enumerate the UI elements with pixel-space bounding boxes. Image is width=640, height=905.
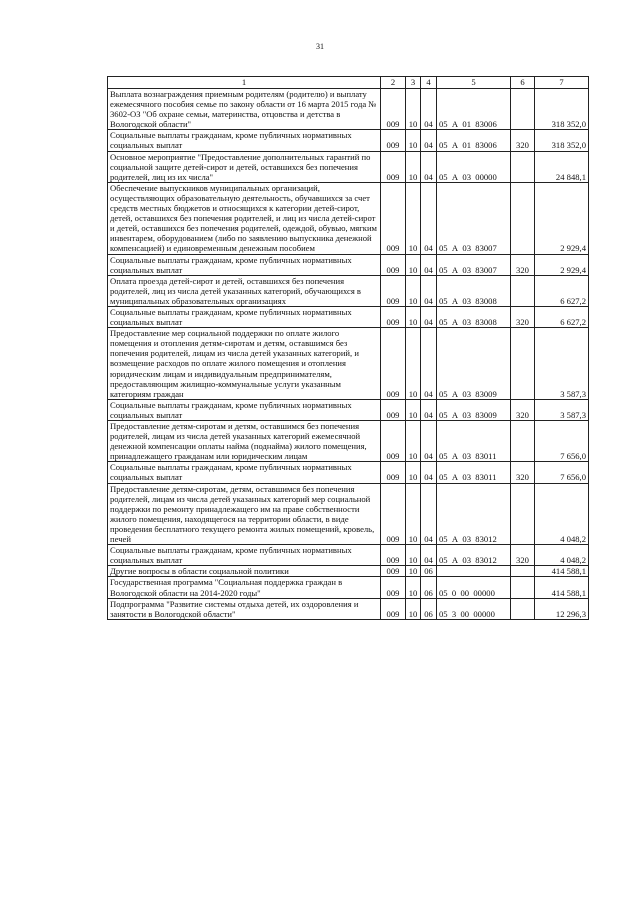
amount-cell: 4 048,2 <box>535 483 589 545</box>
table-row <box>108 254 589 275</box>
amount-cell: 318 352,0 <box>535 130 589 151</box>
subsection-code-cell: 04 <box>421 254 437 275</box>
amount-cell: 3 587,3 <box>535 328 589 400</box>
row-name-cell: Социальные выплаты гражданам, кроме публичных нормативных социальных выплат <box>108 254 381 275</box>
admin-code-cell: 009 <box>381 130 406 151</box>
table-row <box>108 421 589 462</box>
expense-type-code-cell: 320 <box>511 306 535 327</box>
expense-type-code-cell: 320 <box>511 462 535 483</box>
table-row <box>108 182 589 254</box>
row-name-cell: Государственная программа "Социальная поддержка граждан в Вологодской области на 2014-2020 годы" <box>108 577 381 598</box>
target-article-code-cell: 05 А 03 83009 <box>437 328 511 400</box>
admin-code-cell: 009 <box>381 399 406 420</box>
subsection-code-cell: 04 <box>421 306 437 327</box>
section-code-cell: 10 <box>406 328 421 400</box>
column-header: 4 <box>421 77 437 89</box>
section-code-cell: 10 <box>406 399 421 420</box>
expense-type-code-cell <box>511 89 535 130</box>
target-article-code-cell: 05 А 03 83008 <box>437 275 511 306</box>
table-row <box>108 598 589 619</box>
row-name-cell: Выплата вознаграждения приемным родителям (родителю) и выплату ежемесячного пособия семье по закону области от 16 марта 2015 года № 3602-ОЗ "Об охране семьи, материнства, отцовства и детства в Вологодской области" <box>108 89 381 130</box>
section-code-cell: 10 <box>406 130 421 151</box>
target-article-code-cell: 05 А 03 83007 <box>437 182 511 254</box>
admin-code-cell: 009 <box>381 483 406 545</box>
admin-code-cell: 009 <box>381 328 406 400</box>
table-row <box>108 130 589 151</box>
row-name-cell: Обеспечение выпускников муниципальных организаций, осуществляющих образовательную деятельность, обучавшихся за счет средств местных бюджетов и относящихся к категории детей-сирот, детей, оставшихся без попечения родителей, и лиц из числа детей-сирот и детей, оставшихся без попечения родителей, одеждой, обувью, мягким инвентарем, оборудованием (либо по заявлению выпускника денежной компенсацией) и единовременным денежным пособием <box>108 182 381 254</box>
target-article-code-cell: 05 А 01 83006 <box>437 89 511 130</box>
expense-type-code-cell: 320 <box>511 130 535 151</box>
subsection-code-cell: 04 <box>421 399 437 420</box>
amount-cell: 3 587,3 <box>535 399 589 420</box>
admin-code-cell: 009 <box>381 577 406 598</box>
subsection-code-cell: 04 <box>421 483 437 545</box>
target-article-code-cell: 05 А 03 83012 <box>437 545 511 566</box>
row-name-cell: Предоставление детям-сиротам, детям, оставшимся без попечения родителей, лицам из числа детей указанных категорий мер социальной поддержки по ремонту принадлежащего им на праве собственности жилого помещения, находящегося на территории области, в виде проведения бесплатного текущего ремонта жилых помещений, кровель, печей <box>108 483 381 545</box>
admin-code-cell: 009 <box>381 421 406 462</box>
table-row <box>108 306 589 327</box>
section-code-cell: 10 <box>406 577 421 598</box>
admin-code-cell: 009 <box>381 566 406 577</box>
expense-type-code-cell: 320 <box>511 254 535 275</box>
table-row <box>108 328 589 400</box>
amount-cell: 24 848,1 <box>535 151 589 182</box>
subsection-code-cell: 04 <box>421 151 437 182</box>
target-article-code-cell: 05 А 03 83011 <box>437 421 511 462</box>
target-article-code-cell: 05 А 03 83011 <box>437 462 511 483</box>
amount-cell: 318 352,0 <box>535 89 589 130</box>
row-name-cell: Другие вопросы в области социальной политики <box>108 566 381 577</box>
section-code-cell: 10 <box>406 275 421 306</box>
row-name-cell: Социальные выплаты гражданам, кроме публичных нормативных социальных выплат <box>108 462 381 483</box>
amount-cell: 2 929,4 <box>535 254 589 275</box>
target-article-code-cell: 05 А 03 83007 <box>437 254 511 275</box>
section-code-cell: 10 <box>406 89 421 130</box>
table-row <box>108 566 589 577</box>
table-row <box>108 151 589 182</box>
target-article-code-cell <box>437 566 511 577</box>
table-row <box>108 545 589 566</box>
target-article-code-cell: 05 А 03 83009 <box>437 399 511 420</box>
section-code-cell: 10 <box>406 421 421 462</box>
expense-type-code-cell: 320 <box>511 399 535 420</box>
table-row <box>108 275 589 306</box>
admin-code-cell: 009 <box>381 462 406 483</box>
row-name-cell: Предоставление детям-сиротам и детям, оставшимся без попечения родителей, лицам из числа детей указанных категорий ежемесячной денежной компенсации оплаты найма (поднайма) жилого помещения, принадлежащего гражданам или юридическим лицам <box>108 421 381 462</box>
row-name-cell: Социальные выплаты гражданам, кроме публичных нормативных социальных выплат <box>108 545 381 566</box>
target-article-code-cell: 05 3 00 00000 <box>437 598 511 619</box>
amount-cell: 6 627,2 <box>535 275 589 306</box>
section-code-cell: 10 <box>406 254 421 275</box>
amount-cell: 414 588,1 <box>535 566 589 577</box>
section-code-cell: 10 <box>406 151 421 182</box>
expense-type-code-cell <box>511 421 535 462</box>
table-row <box>108 483 589 545</box>
subsection-code-cell: 04 <box>421 545 437 566</box>
section-code-cell: 10 <box>406 462 421 483</box>
admin-code-cell: 009 <box>381 545 406 566</box>
expense-type-code-cell <box>511 483 535 545</box>
expense-type-code-cell: 320 <box>511 545 535 566</box>
section-code-cell: 10 <box>406 598 421 619</box>
amount-cell: 7 656,0 <box>535 421 589 462</box>
table-row <box>108 577 589 598</box>
table-row <box>108 399 589 420</box>
target-article-code-cell: 05 А 01 83006 <box>437 130 511 151</box>
expense-type-code-cell <box>511 275 535 306</box>
admin-code-cell: 009 <box>381 275 406 306</box>
row-name-cell: Оплата проезда детей-сирот и детей, оставшихся без попечения родителей, лиц из числа детей указанных категорий, обучающихся в муниципальных образовательных организациях <box>108 275 381 306</box>
page-number: 31 <box>316 42 324 51</box>
row-name-cell: Предоставление мер социальной поддержки по оплате жилого помещения и отопления детям-сиротам и детям, оставшимся без попечения родителей, лицам из числа детей указанных категорий, и возмещение расходов по оплате жилого помещения и отопления юридическим лицам и индивидуальным предпринимателям, предоставляющим жилищно-коммунальные услуги указанным категориям граждан <box>108 328 381 400</box>
column-header: 3 <box>406 77 421 89</box>
subsection-code-cell: 06 <box>421 566 437 577</box>
header-row <box>108 77 589 89</box>
amount-cell: 7 656,0 <box>535 462 589 483</box>
expense-type-code-cell <box>511 182 535 254</box>
expense-type-code-cell <box>511 598 535 619</box>
row-name-cell: Социальные выплаты гражданам, кроме публичных нормативных социальных выплат <box>108 130 381 151</box>
amount-cell: 4 048,2 <box>535 545 589 566</box>
admin-code-cell: 009 <box>381 598 406 619</box>
subsection-code-cell: 04 <box>421 462 437 483</box>
admin-code-cell: 009 <box>381 182 406 254</box>
budget-table <box>107 76 589 620</box>
table-row <box>108 89 589 130</box>
column-header: 7 <box>535 77 589 89</box>
amount-cell: 6 627,2 <box>535 306 589 327</box>
subsection-code-cell: 04 <box>421 89 437 130</box>
amount-cell: 2 929,4 <box>535 182 589 254</box>
subsection-code-cell: 06 <box>421 598 437 619</box>
section-code-cell: 10 <box>406 483 421 545</box>
section-code-cell: 10 <box>406 545 421 566</box>
row-name-cell: Социальные выплаты гражданам, кроме публичных нормативных социальных выплат <box>108 399 381 420</box>
row-name-cell: Основное мероприятие "Предоставление дополнительных гарантий по социальной защите детей-сирот и детей, оставшихся без попечения родителей, лиц из их числа" <box>108 151 381 182</box>
expense-type-code-cell <box>511 151 535 182</box>
column-header: 5 <box>437 77 511 89</box>
target-article-code-cell: 05 А 03 83012 <box>437 483 511 545</box>
admin-code-cell: 009 <box>381 306 406 327</box>
table-row <box>108 462 589 483</box>
expense-type-code-cell <box>511 328 535 400</box>
section-code-cell: 10 <box>406 566 421 577</box>
section-code-cell: 10 <box>406 182 421 254</box>
subsection-code-cell: 04 <box>421 130 437 151</box>
amount-cell: 12 296,3 <box>535 598 589 619</box>
admin-code-cell: 009 <box>381 89 406 130</box>
target-article-code-cell: 05 А 03 83008 <box>437 306 511 327</box>
column-header: 1 <box>108 77 381 89</box>
amount-cell: 414 588,1 <box>535 577 589 598</box>
expense-type-code-cell <box>511 566 535 577</box>
row-name-cell: Подпрограмма "Развитие системы отдыха детей, их оздоровления и занятости в Вологодской области" <box>108 598 381 619</box>
section-code-cell: 10 <box>406 306 421 327</box>
target-article-code-cell: 05 А 03 00000 <box>437 151 511 182</box>
subsection-code-cell: 04 <box>421 275 437 306</box>
subsection-code-cell: 04 <box>421 328 437 400</box>
subsection-code-cell: 06 <box>421 577 437 598</box>
column-header: 6 <box>511 77 535 89</box>
expense-type-code-cell <box>511 577 535 598</box>
admin-code-cell: 009 <box>381 254 406 275</box>
admin-code-cell: 009 <box>381 151 406 182</box>
target-article-code-cell: 05 0 00 00000 <box>437 577 511 598</box>
subsection-code-cell: 04 <box>421 182 437 254</box>
row-name-cell: Социальные выплаты гражданам, кроме публичных нормативных социальных выплат <box>108 306 381 327</box>
column-header: 2 <box>381 77 406 89</box>
subsection-code-cell: 04 <box>421 421 437 462</box>
